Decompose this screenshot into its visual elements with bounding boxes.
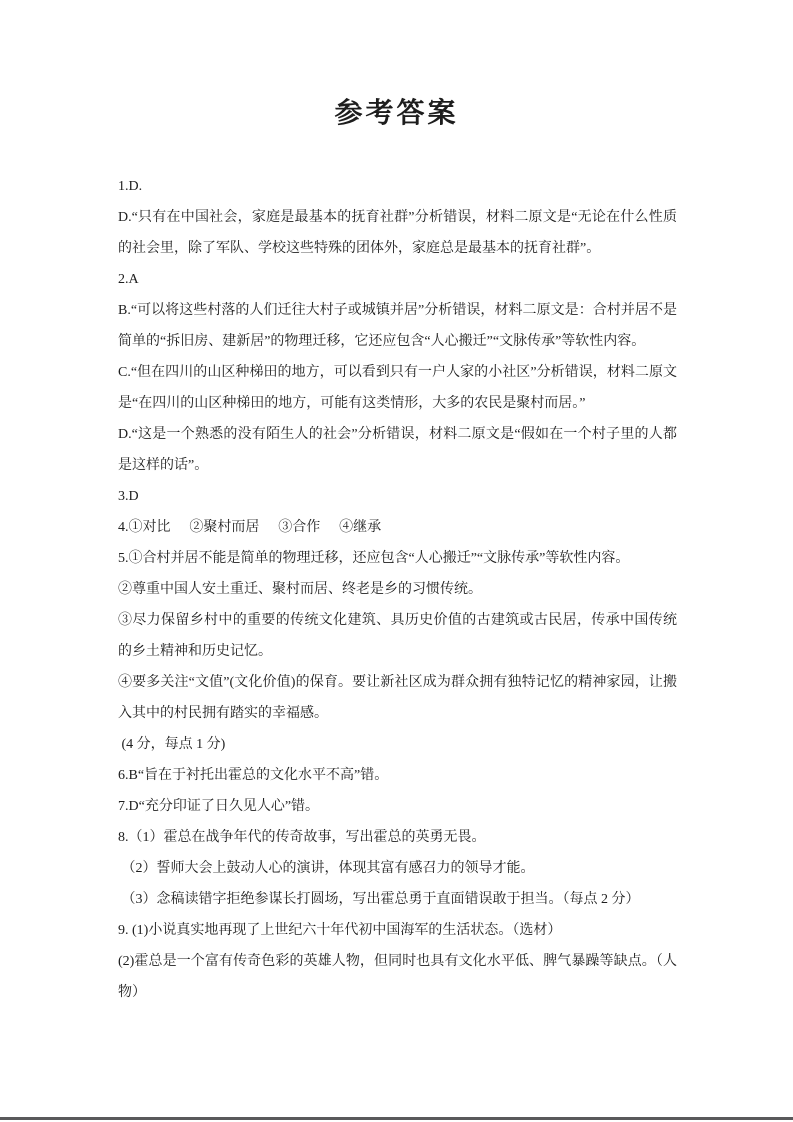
explanation-q2-c: C.“但在四川的山区种梯田的地方，可以看到只有一户人家的小社区”分析错误，材料二原文是“在四川的山区种梯田的地方，可能有这类情形，大多的农民是聚村而居。” bbox=[118, 365, 677, 411]
q5-score-note: (4 分，每点 1 分) bbox=[118, 737, 226, 752]
answer-q5-point2: ②尊重中国人安土重迁、聚村而居、终老是乡的习惯传统。 bbox=[118, 582, 482, 597]
answer-q4 bbox=[118, 512, 677, 543]
answer-q9-point2: (2)霍总是一个富有传奇色彩的英雄人物，但同时也具有文化水平低、脾气暴躁等缺点。（人物） bbox=[118, 954, 677, 1000]
answers-body bbox=[118, 171, 677, 1008]
answer-q4-item-4: ④继承 bbox=[339, 520, 382, 535]
answer-q5-point4: ④要多关注“文值”(文化价值)的保育。要让新社区成为群众拥有独特记忆的精神家园，让搬入其中的村民拥有踏实的幸福感。 bbox=[118, 675, 677, 721]
answer-q5-point1: 5.①合村并居不能是简单的物理迁移，还应包含“人心搬迁”“文脉传承”等软性内容。 bbox=[118, 551, 630, 566]
answer-q8-point2: （2）誓师大会上鼓动人心的演讲，体现其富有感召力的领导才能。 bbox=[118, 861, 535, 876]
explanation-q2-b: B.“可以将这些村落的人们迁往大村子或城镇并居”分析错误，材料二原文是：合村并居不是简单的“拆旧房、建新居”的物理迁移，它还应包含“人心搬迁”“文脉传承”等软性内容。 bbox=[118, 303, 677, 349]
answer-q6: 6.B“旨在于衬托出霍总的文化水平不高”错。 bbox=[118, 768, 389, 783]
answer-q4-item-3: ③合作 bbox=[278, 520, 321, 535]
page-title: 参考答案 bbox=[334, 98, 459, 129]
answer-q9-point1: 9. (1)小说真实地再现了上世纪六十年代初中国海军的生活状态。（选材） bbox=[118, 923, 562, 938]
answer-q5-point3: ③尽力保留乡村中的重要的传统文化建筑、具历史价值的古建筑或古民居，传承中国传统的乡土精神和历史记忆。 bbox=[118, 613, 677, 659]
answer-q4-item-2: ②聚村而居 bbox=[189, 520, 260, 535]
answer-q8-point3: （3）念稿读错字拒绝参谋长打圆场，写出霍总勇于直面错误敢于担当。（每点 2 分） bbox=[118, 892, 640, 907]
answer-q7: 7.D“充分印证了日久见人心”错。 bbox=[118, 799, 320, 814]
answer-q1: 1.D. bbox=[118, 179, 143, 194]
explanation-q2-d: D.“这是一个熟悉的没有陌生人的社会”分析错误，材料二原文是“假如在一个村子里的人都是这样的话”。 bbox=[118, 427, 677, 473]
answer-q8-point1: 8.（1）霍总在战争年代的传奇故事，写出霍总的英勇无畏。 bbox=[118, 830, 486, 845]
answer-q4-item-1: ①对比 bbox=[128, 520, 171, 535]
explanation-q1-d: D.“只有在中国社会，家庭是最基本的抚育社群”分析错误，材料二原文是“无论在什么性质的社会里，除了军队、学校这些特殊的团体外，家庭总是最基本的抚育社群”。 bbox=[118, 210, 677, 256]
answer-q3: 3.D bbox=[118, 489, 139, 504]
page-bottom-edge bbox=[0, 1117, 793, 1120]
answer-q2: 2.A bbox=[118, 272, 139, 287]
answer-q4-prefix: 4. bbox=[118, 520, 129, 535]
